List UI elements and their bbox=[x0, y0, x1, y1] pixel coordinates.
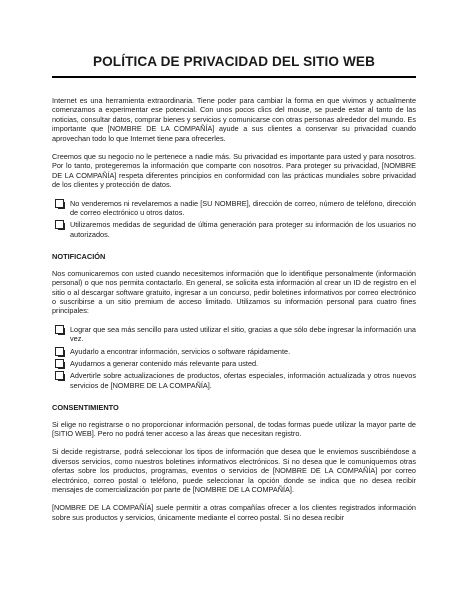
section-heading-notificacion: NOTIFICACIÓN bbox=[52, 252, 106, 262]
principle-item bbox=[52, 220, 416, 239]
checkbox-bullet-icon bbox=[55, 220, 64, 229]
purposes-list bbox=[52, 325, 416, 390]
checkbox-bullet-icon bbox=[55, 199, 64, 208]
principle-text: No venderemos ni revelaremos a nadie [SU NOMBRE], dirección de correo, número de teléfono, dirección de correo electrónico u otros datos. bbox=[70, 198, 416, 218]
principle-item bbox=[52, 199, 416, 218]
purpose-text: Ayudarnos a generar contenido más relevante para usted. bbox=[70, 358, 259, 368]
title-underline bbox=[52, 76, 416, 78]
principles-list bbox=[52, 199, 416, 240]
document-body bbox=[52, 96, 416, 531]
checkbox-bullet-icon bbox=[55, 371, 64, 380]
purpose-text: Ayudarlo a encontrar información, servicios o software rápidamente. bbox=[70, 346, 291, 356]
document-title: POLÍTICA DE PRIVACIDAD DEL SITIO WEB bbox=[92, 54, 376, 69]
checkbox-bullet-icon bbox=[55, 359, 64, 368]
intro-paragraph-1: Internet es una herramienta extraordinaria. Tiene poder para cambiar la forma en que vivimos y actualmente comenzamos a experimentar ese potencial. Con unos pocos clics del mouse, se puede estar al tanto de las noticias, consultar datos, comprar bienes y servicios y comunicarse con otras personas alrededor del mundo. Es importante que [NOMBRE DE LA COMPAÑÍA] ayude a sus clientes a conservar su privacidad cuando aprovechan todo lo que Internet tiene para ofrecerles. bbox=[52, 96, 416, 143]
purpose-item bbox=[52, 325, 416, 344]
consentimiento-paragraph-2: Si decide registrarse, podrá seleccionar los tipos de información que desea que le enviemos suscribiéndose a diversos servicios, como nuestros boletines informativos electrónicos. Si no desea que le comuniquemos otras ofertas sobre los productos, programas, eventos o servicios de [NOMBRE DE LA COMPAÑÍA] por correo electrónico, correo postal o teléfono, puede seleccionar la opción donde se indica que no desea recibir mensajes de comercialización por parte de [NOMBRE DE LA COMPAÑÍA]. bbox=[52, 447, 416, 494]
purpose-item bbox=[52, 359, 416, 368]
consentimiento-paragraph-3: [NOMBRE DE LA COMPAÑÍA] suele permitir a otras compañías ofrecer a los clientes registrados información sobre sus productos y servicios, únicamente mediante el correo postal. Si no desea recibir bbox=[52, 503, 416, 522]
purpose-item bbox=[52, 347, 416, 356]
consentimiento-paragraph-1: Si elige no registrarse o no proporcionar información personal, de todas formas puede utilizar la mayor parte de [SITIO WEB]. Pero no podrá tener acceso a las áreas que necesitan registro. bbox=[52, 419, 416, 438]
checkbox-bullet-icon bbox=[55, 325, 64, 334]
document-page bbox=[52, 0, 416, 595]
purpose-text: Advertirle sobre actualizaciones de productos, ofertas especiales, información actualizada y otros nuevos servicios de [NOMBRE DE LA COMPAÑÍA]. bbox=[70, 371, 416, 390]
intro-paragraph-2: Creemos que su negocio no le pertenece a nadie más. Su privacidad es importante para usted y para nosotros. Por lo tanto, protegeremos la información que comparte con nosotros. Para proteger su privacidad, [NOMBRE DE LA COMPAÑÍA] respeta diferentes principios en conformidad con las prácticas mundiales sobre privacidad de los clientes y protección de datos. bbox=[52, 152, 416, 190]
principle-text: Utilizaremos medidas de seguridad de última generación para proteger su información de los usuarios no autorizados. bbox=[70, 220, 416, 239]
purpose-item bbox=[52, 371, 416, 390]
checkbox-bullet-icon bbox=[55, 347, 64, 356]
section-heading-consentimiento: CONSENTIMIENTO bbox=[52, 403, 119, 413]
notificacion-paragraph: Nos comunicaremos con usted cuando necesitemos información que lo identifique personalmente (información personal) o que nos permita contactarlo. En general, se solicita esta información al crear un ID de registro en el sitio o al descargar software gratuito, ingresar a un concurso, pedir boletines informativos por correo electrónico o suscribirse a un sitio premium de acceso limitado. Utilizamos su información personal para cuatro fines principales: bbox=[52, 268, 416, 316]
purpose-text: Lograr que sea más sencillo para usted utilizar el sitio, gracias a que sólo debe ingresar la información una vez. bbox=[70, 324, 416, 344]
